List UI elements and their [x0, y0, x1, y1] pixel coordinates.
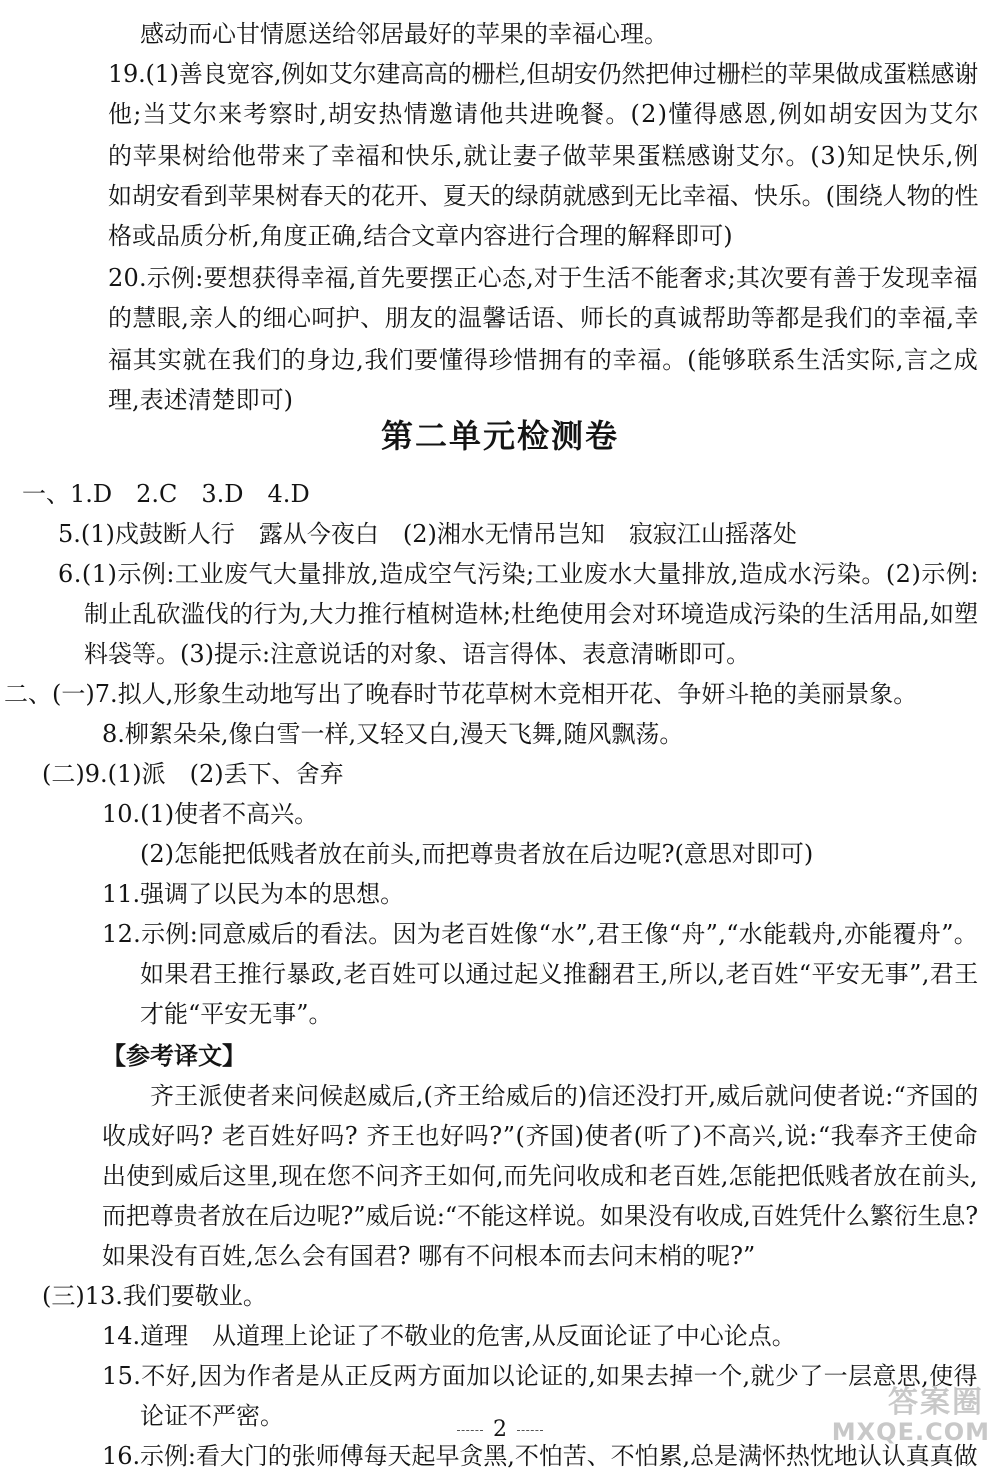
- text-line: 才能“平安无事”。: [140, 1000, 333, 1028]
- text-line: 如胡安看到苹果树春天的花开、夏天的绿荫就感到无比幸福、快乐。(围绕人物的性: [108, 182, 979, 210]
- text-line: 【参考译文】: [102, 1042, 246, 1070]
- text-line: 如果君王推行暴政,老百姓可以通过起义推翻君王,所以,老百姓“平安无事”,君王: [140, 960, 979, 988]
- text-line: 10.(1)使者不高兴。: [102, 800, 319, 828]
- watermark-bottom-text: MXQE.COM: [831, 1418, 990, 1446]
- text-line: 出使到威后这里,现在您不问齐王如何,而先问收成和老百姓,怎能把低贱者放在前头,: [102, 1162, 978, 1190]
- text-line: 他;当艾尔来考察时,胡安热情邀请他共进晚餐。(2)懂得感恩,例如胡安因为艾尔: [108, 100, 980, 128]
- text-line: 14.道理 从道理上论证了不敬业的危害,从反面论证了中心论点。: [102, 1322, 796, 1350]
- text-line: 20.示例:要想获得幸福,首先要摆正心态,对于生活不能奢求;其次要有善于发现幸福: [108, 264, 978, 292]
- text-line: 的苹果树给他带来了幸福和快乐,就让妻子做苹果蛋糕感谢艾尔。(3)知足快乐,例: [108, 142, 979, 170]
- text-line: 理,表述清楚即可): [108, 386, 293, 414]
- text-line: 19.(1)善良宽容,例如艾尔建高高的栅栏,但胡安仍然把伸过栅栏的苹果做成蛋糕感谢: [108, 60, 978, 88]
- text-line: 15.不好,因为作者是从正反两方面加以论证的,如果去掉一个,就少了一层意思,使得: [102, 1362, 978, 1390]
- text-line: 论证不严密。: [140, 1402, 284, 1430]
- text-line: (二)9.(1)派 (2)丢下、舍弃: [42, 760, 344, 788]
- text-line: 如果没有百姓,怎么会有国君? 哪有不问根本而去问末梢的呢?”: [102, 1242, 756, 1270]
- text-line: 二、(一)7.拟人,形象生动地写出了晚春时节花草树木竞相开花、争妍斗艳的美丽景象。: [4, 680, 918, 708]
- section-title: 第二单元检测卷: [380, 417, 619, 455]
- text-line: 的慧眼,亲人的细心呵护、朋友的温馨话语、师长的真诚帮助等都是我们的幸福,幸: [108, 304, 979, 332]
- text-line: 8.柳絮朵朵,像白雪一样,又轻又白,漫天飞舞,随风飘荡。: [102, 720, 684, 748]
- text-line: 5.(1)戍鼓断人行 露从今夜白 (2)湘水无情吊岂知 寂寂江山摇落处: [58, 520, 797, 548]
- text-line: 6.(1)示例:工业废气大量排放,造成空气污染;工业废水大量排放,造成水污染。(2)示例:: [58, 560, 979, 588]
- text-line: 12.示例:同意威后的看法。因为老百姓像“水”,君王像“舟”,“水能载舟,亦能覆舟”。: [102, 920, 979, 948]
- page-number-value: 2: [493, 1417, 507, 1442]
- watermark-top-text: 答案圈: [888, 1385, 984, 1420]
- text-line: 料袋等。(3)提示:注意说话的对象、语言得体、表意清晰即可。: [84, 640, 751, 668]
- text-line: 福其实就在我们的身边,我们要懂得珍惜拥有的幸福。(能够联系生活实际,言之成: [108, 346, 979, 374]
- text-line: 收成好吗? 老百姓好吗? 齐王也好吗?”(齐国)使者(听了)不高兴,说:“我奉齐王使命: [102, 1122, 979, 1150]
- text-line: 而把尊贵者放在后边呢?”威后说:“不能这样说。如果没有收成,百姓凭什么繁衍生息?: [102, 1202, 978, 1230]
- text-line: (三)13.我们要敬业。: [42, 1282, 267, 1310]
- text-line: 制止乱砍滥伐的行为,大力推行植树造林;杜绝使用会对环境造成污染的生活用品,如塑: [84, 600, 979, 628]
- text-line: 11.强调了以民为本的思想。: [102, 880, 405, 908]
- text-line: (2)怎能把低贱者放在前头,而把尊贵者放在后边呢?(意思对即可): [140, 840, 814, 868]
- text-line: 格或品质分析,角度正确,结合文章内容进行合理的解释即可): [108, 222, 733, 250]
- text-line: 感动而心甘情愿送给邻居最好的苹果的幸福心理。: [140, 20, 668, 48]
- text-line: 16.示例:看大门的张师傅每天起早贪黑,不怕苦、不怕累,总是满怀热忱地认认真真做: [102, 1442, 978, 1470]
- text-line: 一、1.D 2.C 3.D 4.D: [22, 480, 310, 508]
- text-line: 齐王派使者来问候赵威后,(齐王给威后的)信还没打开,威后就问使者说:“齐国的: [150, 1082, 979, 1110]
- watermark-logo: [831, 1385, 994, 1448]
